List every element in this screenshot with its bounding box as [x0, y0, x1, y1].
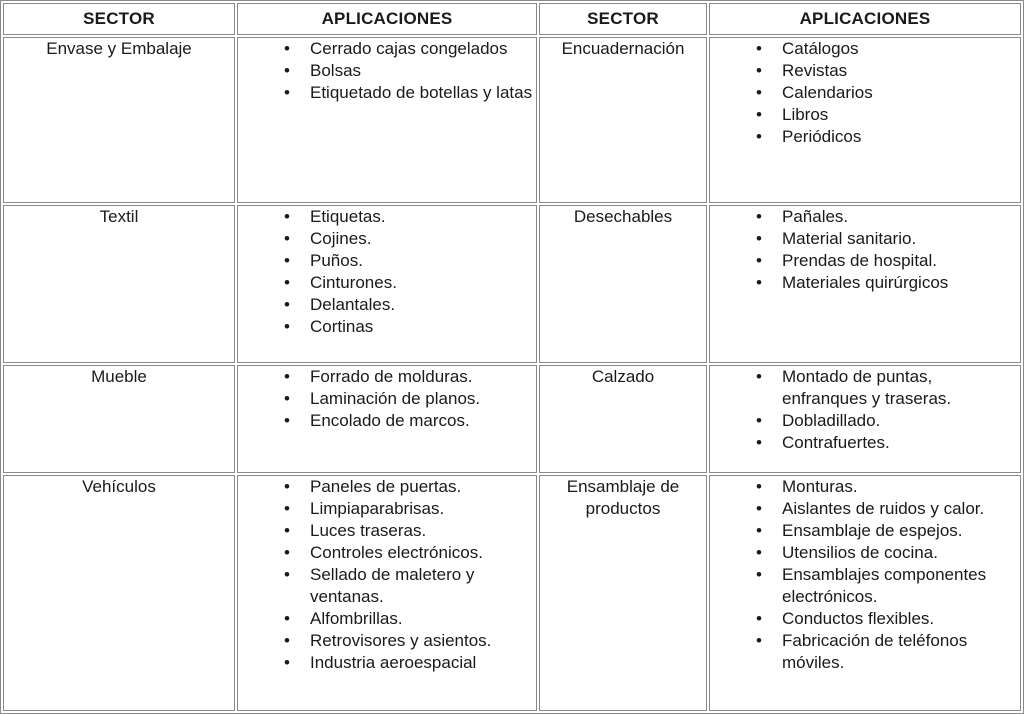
list-item [710, 228, 1020, 250]
bullet-icon: • [284, 317, 290, 336]
application-item-text: Contrafuertes. [782, 433, 890, 452]
sector-cell: Envase y Embalaje [3, 37, 235, 203]
sector-cell: Mueble [3, 365, 235, 473]
list-item [238, 564, 536, 608]
application-item-text: Laminación de planos. [310, 389, 481, 408]
bullet-icon: • [756, 229, 762, 248]
bullet-icon: • [284, 83, 290, 102]
application-item-text: Pañales. [782, 207, 849, 226]
application-item-text: Dobladillado. [782, 411, 881, 430]
applications-cell [709, 475, 1021, 711]
applications-cell [237, 365, 537, 473]
application-item-text: Etiquetas. [310, 207, 386, 226]
application-item-text: Revistas [782, 61, 848, 80]
application-item-text: Montado de puntas, enfranques y traseras. [782, 367, 952, 408]
bullet-icon: • [756, 631, 762, 650]
list-item [710, 104, 1020, 126]
sector-cell: Encuadernación [539, 37, 707, 203]
application-item-text: Ensamblajes componentes electrónicos. [782, 565, 987, 606]
applications-cell [709, 205, 1021, 363]
list-item [238, 60, 536, 82]
table-header-row [3, 3, 1021, 35]
application-item-text: Limpiaparabrisas. [310, 499, 445, 518]
bullet-icon: • [284, 609, 290, 628]
bullet-icon: • [284, 411, 290, 430]
table-row [3, 475, 1021, 711]
sector-cell: Desechables [539, 205, 707, 363]
list-item [238, 652, 536, 674]
application-item-text: Luces traseras. [310, 521, 427, 540]
application-item-text: Puños. [310, 251, 363, 270]
bullet-icon: • [284, 39, 290, 58]
list-item [710, 38, 1020, 60]
bullet-icon: • [756, 433, 762, 452]
bullet-icon: • [756, 367, 762, 386]
application-item-text: Paneles de puertas. [310, 477, 462, 496]
bullet-icon: • [756, 499, 762, 518]
application-item-text: Fabricación de teléfonos móviles. [782, 631, 968, 672]
application-item-text: Periódicos [782, 127, 862, 146]
table-row [3, 365, 1021, 473]
bullet-icon: • [756, 543, 762, 562]
list-item [238, 542, 536, 564]
header-applications-left: APLICACIONES [237, 3, 537, 35]
application-item-text: Monturas. [782, 477, 858, 496]
list-item [238, 82, 536, 104]
header-applications-right: APLICACIONES [709, 3, 1021, 35]
application-item-text: Aislantes de ruidos y calor. [782, 499, 985, 518]
applications-cell [709, 365, 1021, 473]
list-item [710, 126, 1020, 148]
application-item-text: Controles electrónicos. [310, 543, 483, 562]
applications-cell [237, 475, 537, 711]
list-item [238, 388, 536, 410]
sector-cell: Vehículos [3, 475, 235, 711]
applications-cell [237, 205, 537, 363]
bullet-icon: • [756, 411, 762, 430]
bullet-icon: • [756, 609, 762, 628]
list-item [238, 316, 536, 338]
application-item-text: Industria aeroespacial [310, 653, 477, 672]
bullet-icon: • [284, 295, 290, 314]
application-item-text: Etiquetado de botellas y latas [310, 83, 533, 102]
bullet-icon: • [284, 61, 290, 80]
list-item [710, 564, 1020, 608]
list-item [710, 498, 1020, 520]
application-item-text: Catálogos [782, 39, 859, 58]
bullet-icon: • [284, 631, 290, 650]
application-item-text: Alfombrillas. [310, 609, 403, 628]
table-row [3, 205, 1021, 363]
list-item [710, 82, 1020, 104]
list-item [710, 608, 1020, 630]
list-item [710, 272, 1020, 294]
table-row [3, 37, 1021, 203]
list-item [238, 294, 536, 316]
application-item-text: Cojines. [310, 229, 372, 248]
application-item-text: Conductos flexibles. [782, 609, 935, 628]
applications-list [238, 206, 536, 338]
bullet-icon: • [284, 229, 290, 248]
application-item-text: Forrado de molduras. [310, 367, 473, 386]
bullet-icon: • [284, 273, 290, 292]
list-item [238, 272, 536, 294]
list-item [238, 206, 536, 228]
bullet-icon: • [756, 565, 762, 584]
applications-cell [237, 37, 537, 203]
bullet-icon: • [284, 499, 290, 518]
application-item-text: Calendarios [782, 83, 873, 102]
bullet-icon: • [284, 653, 290, 672]
applications-list [710, 38, 1020, 148]
list-item [710, 542, 1020, 564]
application-item-text: Sellado de maletero y ventanas. [310, 565, 475, 606]
application-item-text: Retrovisores y asientos. [310, 631, 492, 650]
bullet-icon: • [284, 367, 290, 386]
bullet-icon: • [284, 477, 290, 496]
application-item-text: Encolado de marcos. [310, 411, 470, 430]
bullet-icon: • [756, 61, 762, 80]
bullet-icon: • [756, 39, 762, 58]
bullet-icon: • [756, 83, 762, 102]
application-item-text: Materiales quirúrgicos [782, 273, 949, 292]
list-item [710, 206, 1020, 228]
application-item-text: Cortinas [310, 317, 374, 336]
application-item-text: Bolsas [310, 61, 362, 80]
bullet-icon: • [756, 207, 762, 226]
application-item-text: Ensamblaje de espejos. [782, 521, 963, 540]
list-item [238, 410, 536, 432]
bullet-icon: • [284, 521, 290, 540]
list-item [238, 498, 536, 520]
applications-list [710, 476, 1020, 674]
application-item-text: Cerrado cajas congelados [310, 39, 508, 58]
bullet-icon: • [756, 105, 762, 124]
application-item-text: Material sanitario. [782, 229, 917, 248]
sector-cell: Textil [3, 205, 235, 363]
application-item-text: Libros [782, 105, 829, 124]
application-item-text: Utensilios de cocina. [782, 543, 938, 562]
list-item [238, 608, 536, 630]
bullet-icon: • [284, 389, 290, 408]
bullet-icon: • [284, 543, 290, 562]
bullet-icon: • [756, 477, 762, 496]
bullet-icon: • [284, 565, 290, 584]
list-item [238, 630, 536, 652]
application-item-text: Prendas de hospital. [782, 251, 937, 270]
applications-list [238, 366, 536, 432]
application-item-text: Cinturones. [310, 273, 397, 292]
applications-list [238, 476, 536, 674]
list-item [238, 476, 536, 498]
list-item [710, 60, 1020, 82]
list-item [238, 38, 536, 60]
applications-list [710, 206, 1020, 294]
sector-cell: Ensamblaje de productos [539, 475, 707, 711]
sector-cell: Calzado [539, 365, 707, 473]
list-item [710, 250, 1020, 272]
list-item [710, 410, 1020, 432]
list-item [238, 520, 536, 542]
bullet-icon: • [284, 251, 290, 270]
bullet-icon: • [756, 127, 762, 146]
list-item [710, 630, 1020, 674]
list-item [238, 250, 536, 272]
header-sector-right: SECTOR [539, 3, 707, 35]
bullet-icon: • [756, 273, 762, 292]
application-item-text: Delantales. [310, 295, 396, 314]
list-item [238, 366, 536, 388]
list-item [710, 366, 1020, 410]
list-item [710, 520, 1020, 542]
applications-cell [709, 37, 1021, 203]
list-item [710, 432, 1020, 454]
list-item [238, 228, 536, 250]
header-sector-left: SECTOR [3, 3, 235, 35]
applications-list [710, 366, 1020, 454]
bullet-icon: • [756, 251, 762, 270]
bullet-icon: • [756, 521, 762, 540]
bullet-icon: • [284, 207, 290, 226]
list-item [710, 476, 1020, 498]
applications-list [238, 38, 536, 104]
